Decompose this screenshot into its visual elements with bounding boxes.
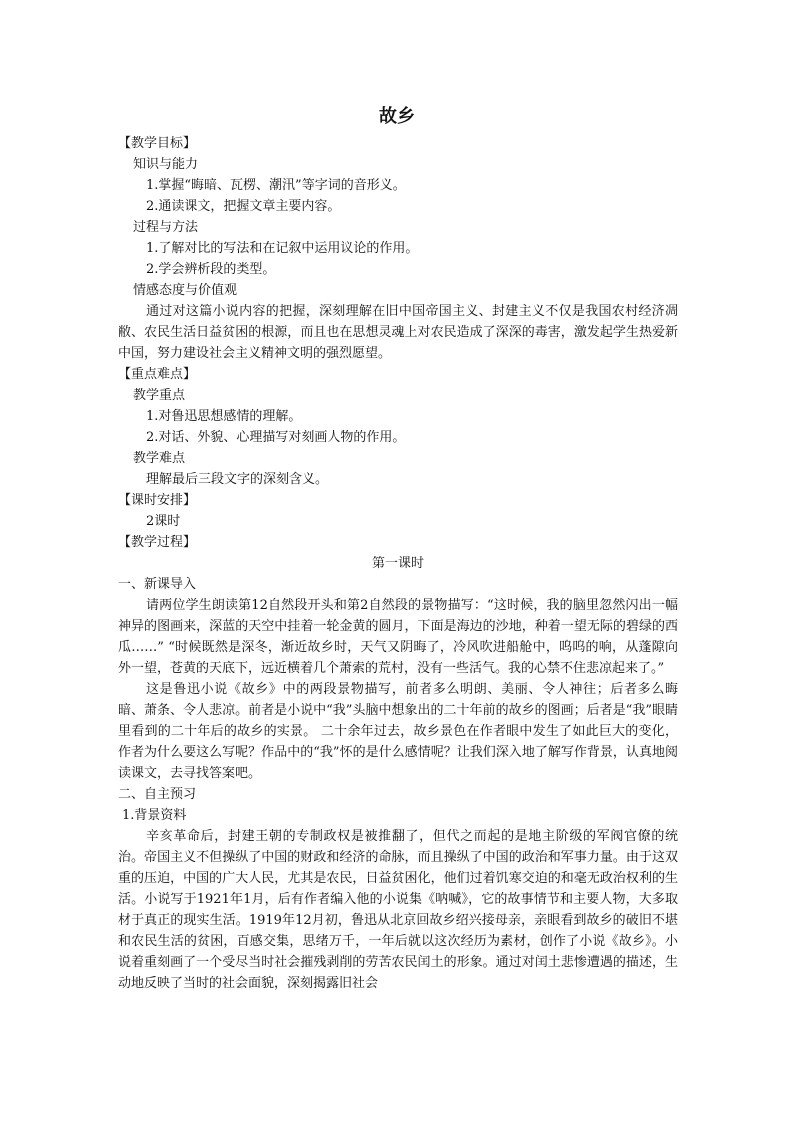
section-heading: 【重点难点】 — [118, 367, 197, 382]
paragraph: 通过对这篇小说内容的把握，深刻理解在旧中国帝国主义、封建主义不仅是我国农村经济凋敝、农民生活日益贫困的根源，而且也在思想灵魂上对农民造成了深深的毒害，激发起学生热爱新中国，努力建设社会主义精神文明的强烈愿望。 — [118, 304, 678, 361]
paragraph: 请两位学生朗读第12自然段开头和第2自然段的景物描写：“这时候，我的脑里忽然闪出一幅神异的图画来，深蓝的天空中挂着一轮金黄的圆月，下面是海边的沙地，种着一望无际的碧绿的西瓜……” “时候既然是深冬，渐近故乡时，天气又阴晦了，冷风吹进船舱中，呜呜的响，从蓬隙向外一望，苍黄的天底下，远近横着几个萧索的荒村，没有一些活气。我的心禁不住悲凉起来了。” — [118, 598, 678, 676]
document-body — [118, 133, 678, 994]
text-line: 理解最后三段文字的深刻含义。 — [146, 472, 329, 487]
subsection-heading: 知识与能力 — [133, 157, 199, 172]
subsection-heading: 过程与方法 — [133, 220, 199, 235]
paragraph: 这是鲁迅小说《故乡》中的两段景物描写，前者多么明朗、美丽、令人神往；后者多么晦暗、萧条、令人悲凉。前者是小说中“我”头脑中想象出的二十年前的故乡的图画；后者是“我”眼睛里看到的二十年后的故乡的实景。 二十余年过去，故乡景色在作者眼中发生了如此巨大的变化，作者为什么要这么写呢？作品中的“我”怀的是什么感情呢？让我们深入地了解写作背景，认真地阅读课文，去寻找答案吧。 — [118, 682, 678, 781]
text-line: 1.掌握“晦暗、瓦楞、潮汛”等字词的音形义。 — [146, 178, 406, 193]
section-heading: 一、新课导入 — [118, 577, 197, 592]
text-line: 2课时 — [146, 514, 181, 529]
subsection-heading: 教学重点 — [133, 388, 186, 403]
text-line: 2.学会辨析段的类型。 — [146, 262, 276, 277]
document-title: 故乡 — [379, 106, 415, 127]
section-heading: 【教学目标】 — [118, 136, 197, 151]
paragraph: 辛亥革命后，封建王朝的专制政权是被推翻了，但代之而起的是地主阶级的军阀官僚的统治。帝国主义不但操纵了中国的财政和经济的命脉，而且操纵了中国的政治和军事力量。由于这双重的压迫，中国的广大人民，尤其是农民，日益贫困化，他们过着饥寒交迫的和毫无政治权利的生活。小说写于1921年1月，后有作者编入他的小说集《呐喊》，它的故事情节和主要人物，大多取材于真正的现实生活。1919年12月初，鲁迅从北京回故乡绍兴接母亲，亲眼看到故乡的破旧不堪和农民生活的贫困，百感交集，思绪万千，一年后就以这次经历为素材，创作了小说《故乡》。小说着重刻画了一个受尽当时社会摧残剥削的劳苦农民闰土的形象。通过对闰土悲惨遭遇的描述，生动地反映了当时的社会面貌，深刻揭露旧社会 — [118, 829, 678, 991]
subsection-heading: 教学难点 — [133, 451, 186, 466]
section-heading: 【教学过程】 — [118, 535, 197, 550]
text-line: 1.背景资料 — [122, 808, 187, 823]
text-line: 1.了解对比的写法和在记叙中运用议论的作用。 — [146, 241, 419, 256]
text-line: 2.通读课文，把握文章主要内容。 — [146, 199, 341, 214]
text-line: 2.对话、外貌、心理描写对刻画人物的作用。 — [146, 430, 406, 445]
text-line: 第一课时 — [371, 556, 424, 571]
text-line: 1.对鲁迅思想感情的理解。 — [146, 409, 302, 424]
section-heading: 二、自主预习 — [118, 787, 197, 802]
section-heading: 【课时安排】 — [118, 493, 197, 508]
subsection-heading: 情感态度与价值观 — [133, 283, 238, 298]
